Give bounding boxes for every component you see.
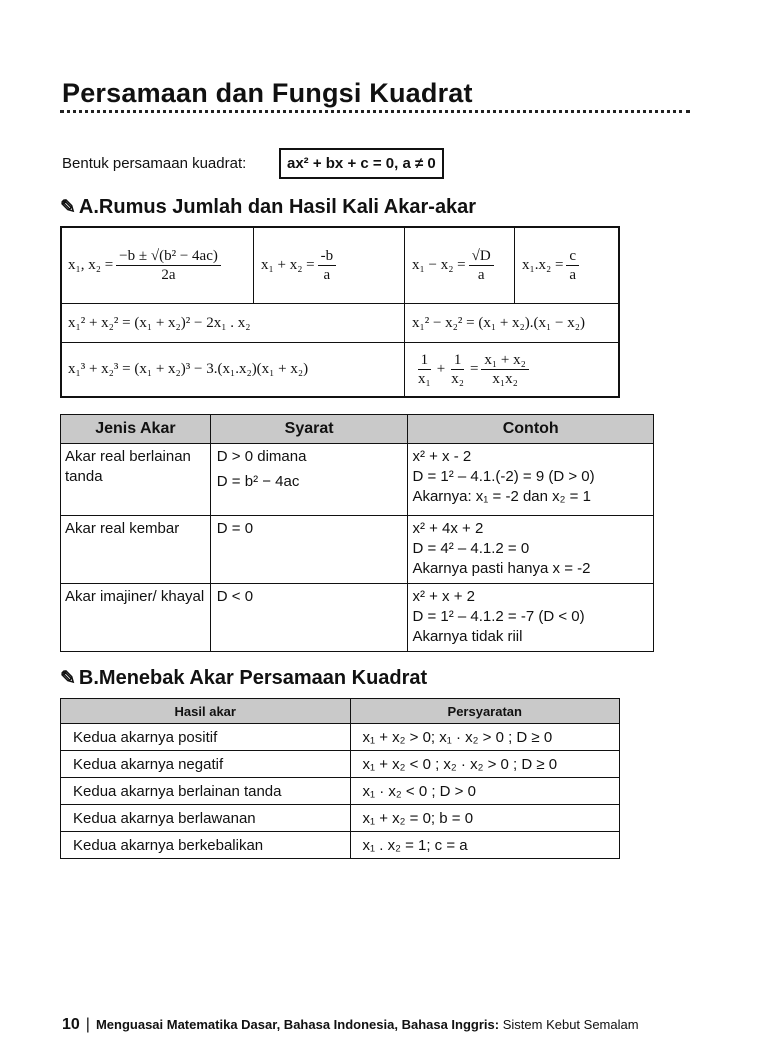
requirement-cell: x₁ · x₂ < 0 ; D > 0 <box>350 778 619 805</box>
example-line: x² + 4x + 2 <box>412 520 484 537</box>
section-a-title: A.Rumus Jumlah dan Hasil Kali Akar-akar <box>78 196 477 218</box>
recip-a-den: x₁ <box>418 371 431 387</box>
formula-prod-lhs: x₁.x₂ = <box>522 257 564 273</box>
table-header: Contoh <box>408 415 654 444</box>
requirement-cell: x₁ . x₂ = 1; c = a <box>350 832 619 859</box>
section-b-title: B.Menebak Akar Persamaan Kuadrat <box>78 667 428 689</box>
example-line: D = 4² – 4.1.2 = 0 <box>412 540 530 557</box>
condition-line: D = 0 <box>216 520 254 537</box>
formula-diff-lhs: x₁ − x₂ = <box>412 257 466 273</box>
example-line: x² + x - 2 <box>412 448 472 465</box>
table-row <box>61 444 654 516</box>
formula-roots-den: 2a <box>161 267 176 283</box>
table-row <box>61 724 620 751</box>
result-cell: Kedua akarnya berkebalikan <box>61 832 351 859</box>
condition-line: D = b² − 4ac <box>216 473 300 490</box>
title-divider <box>60 110 690 113</box>
root-condition <box>210 444 408 516</box>
formula-roots-num: −b ± √(b² − 4ac) <box>116 247 221 266</box>
formula-square-diff-text: x₁² − x₂² = (x₁ + x₂).(x₁ − x₂) <box>412 314 585 331</box>
root-type: Akar imajiner/ khayal <box>61 584 211 652</box>
root-condition <box>210 516 408 584</box>
example-line: x² + x + 2 <box>412 588 475 605</box>
recip-b-den: x₂ <box>451 371 464 387</box>
pencil-icon: ✎ <box>60 197 76 218</box>
recip-r-num: x₁ + x₂ <box>481 351 528 370</box>
formula-cube-sum-text: x₁³ + x₂³ = (x₁ + x₂)³ − 3.(x₁.x₂)(x₁ + x₂) <box>68 361 309 377</box>
table-header: Syarat <box>210 415 408 444</box>
formula-diff <box>406 228 514 303</box>
section-a-heading <box>60 196 476 219</box>
table-row <box>61 751 620 778</box>
footer-separator: | <box>85 1016 90 1033</box>
requirement-cell: x₁ + x₂ > 0; x₁ · x₂ > 0 ; D ≥ 0 <box>350 724 619 751</box>
root-types-table <box>60 414 654 652</box>
root-condition <box>210 584 408 652</box>
formula-reciprocal-sum: $\frac{1}{\text{x₁}}$ + $\frac{1}{\text{x₂}}$ = $\frac{\text{x₁ + x₂}}{\text{x₁x₂}}$ <box>406 343 618 396</box>
formula-sum-den: a <box>323 267 331 283</box>
formula-sum-num: -b <box>318 247 337 266</box>
formula-diff-den: a <box>477 267 485 283</box>
formula-square-diff <box>406 304 618 342</box>
requirement-cell: x₁ + x₂ < 0 ; x₂ · x₂ > 0 ; D ≥ 0 <box>350 751 619 778</box>
equation-form-label: Bentuk persamaan kuadrat: <box>62 155 247 172</box>
formula-prod-num: c <box>566 247 579 266</box>
recip-r-den: x₁x₂ <box>492 371 518 387</box>
root-example <box>408 516 654 584</box>
series-name: Sistem Kebut Semalam <box>502 1017 639 1032</box>
formula-sum-lhs: x₁ + x₂ = <box>261 257 315 273</box>
table-row <box>61 584 654 652</box>
formula-roots <box>62 228 253 303</box>
root-type: Akar real berlainan tanda <box>61 444 211 516</box>
requirement-cell: x₁ + x₂ = 0; b = 0 <box>350 805 619 832</box>
page-title: Persamaan dan Fungsi Kuadrat <box>62 78 473 108</box>
result-cell: Kedua akarnya positif <box>61 724 351 751</box>
condition-line: D < 0 <box>216 588 254 605</box>
example-line: D = 1² – 4.1.(-2) = 9 (D > 0) <box>412 468 595 485</box>
recip-a-num: 1 <box>418 351 432 370</box>
table-header: Persyaratan <box>350 699 619 724</box>
formula-square-sum <box>62 304 404 342</box>
example-line: Akarnya pasti hanya x = -2 <box>412 560 591 577</box>
recip-b-num: 1 <box>451 351 465 370</box>
condition-line: D > 0 dimana <box>216 448 307 465</box>
root-type: Akar real kembar <box>61 516 211 584</box>
root-example <box>408 584 654 652</box>
root-example <box>408 444 654 516</box>
table-row <box>61 778 620 805</box>
formula-roots-lhs: x₁, x₂ = <box>68 257 114 273</box>
result-cell: Kedua akarnya negatif <box>61 751 351 778</box>
book-title: Menguasai Matematika Dasar, Bahasa Indonesia, Bahasa Inggris: <box>95 1017 500 1032</box>
example-line: Akarnya tidak riil <box>412 628 523 645</box>
example-line: Akarnya: x₁ = -2 dan x₂ = 1 <box>412 488 591 505</box>
pencil-icon: ✎ <box>60 668 76 689</box>
formula-cube-sum <box>62 343 404 396</box>
table-row <box>61 516 654 584</box>
section-b-heading <box>60 667 427 690</box>
table-header: Hasil akar <box>61 699 351 724</box>
table-header: Jenis Akar <box>61 415 211 444</box>
page-footer <box>62 1016 639 1034</box>
table-row <box>61 832 620 859</box>
formula-diff-num: √D <box>469 247 494 266</box>
formula-square-sum-text: x₁² + x₂² = (x₁ + x₂)² − 2x₁ . x₂ <box>68 314 251 331</box>
page-number: 10 <box>62 1016 80 1033</box>
example-line: D = 1² – 4.1.2 = -7 (D < 0) <box>412 608 585 625</box>
equation-form-box: ax² + bx + c = 0, a ≠ 0 <box>279 148 444 179</box>
result-cell: Kedua akarnya berlawanan <box>61 805 351 832</box>
formula-product <box>516 228 618 303</box>
root-guess-table <box>60 698 620 859</box>
formula-prod-den: a <box>569 267 577 283</box>
formula-sum <box>255 228 404 303</box>
result-cell: Kedua akarnya berlainan tanda <box>61 778 351 805</box>
formula-table <box>60 226 620 398</box>
table-row <box>61 805 620 832</box>
